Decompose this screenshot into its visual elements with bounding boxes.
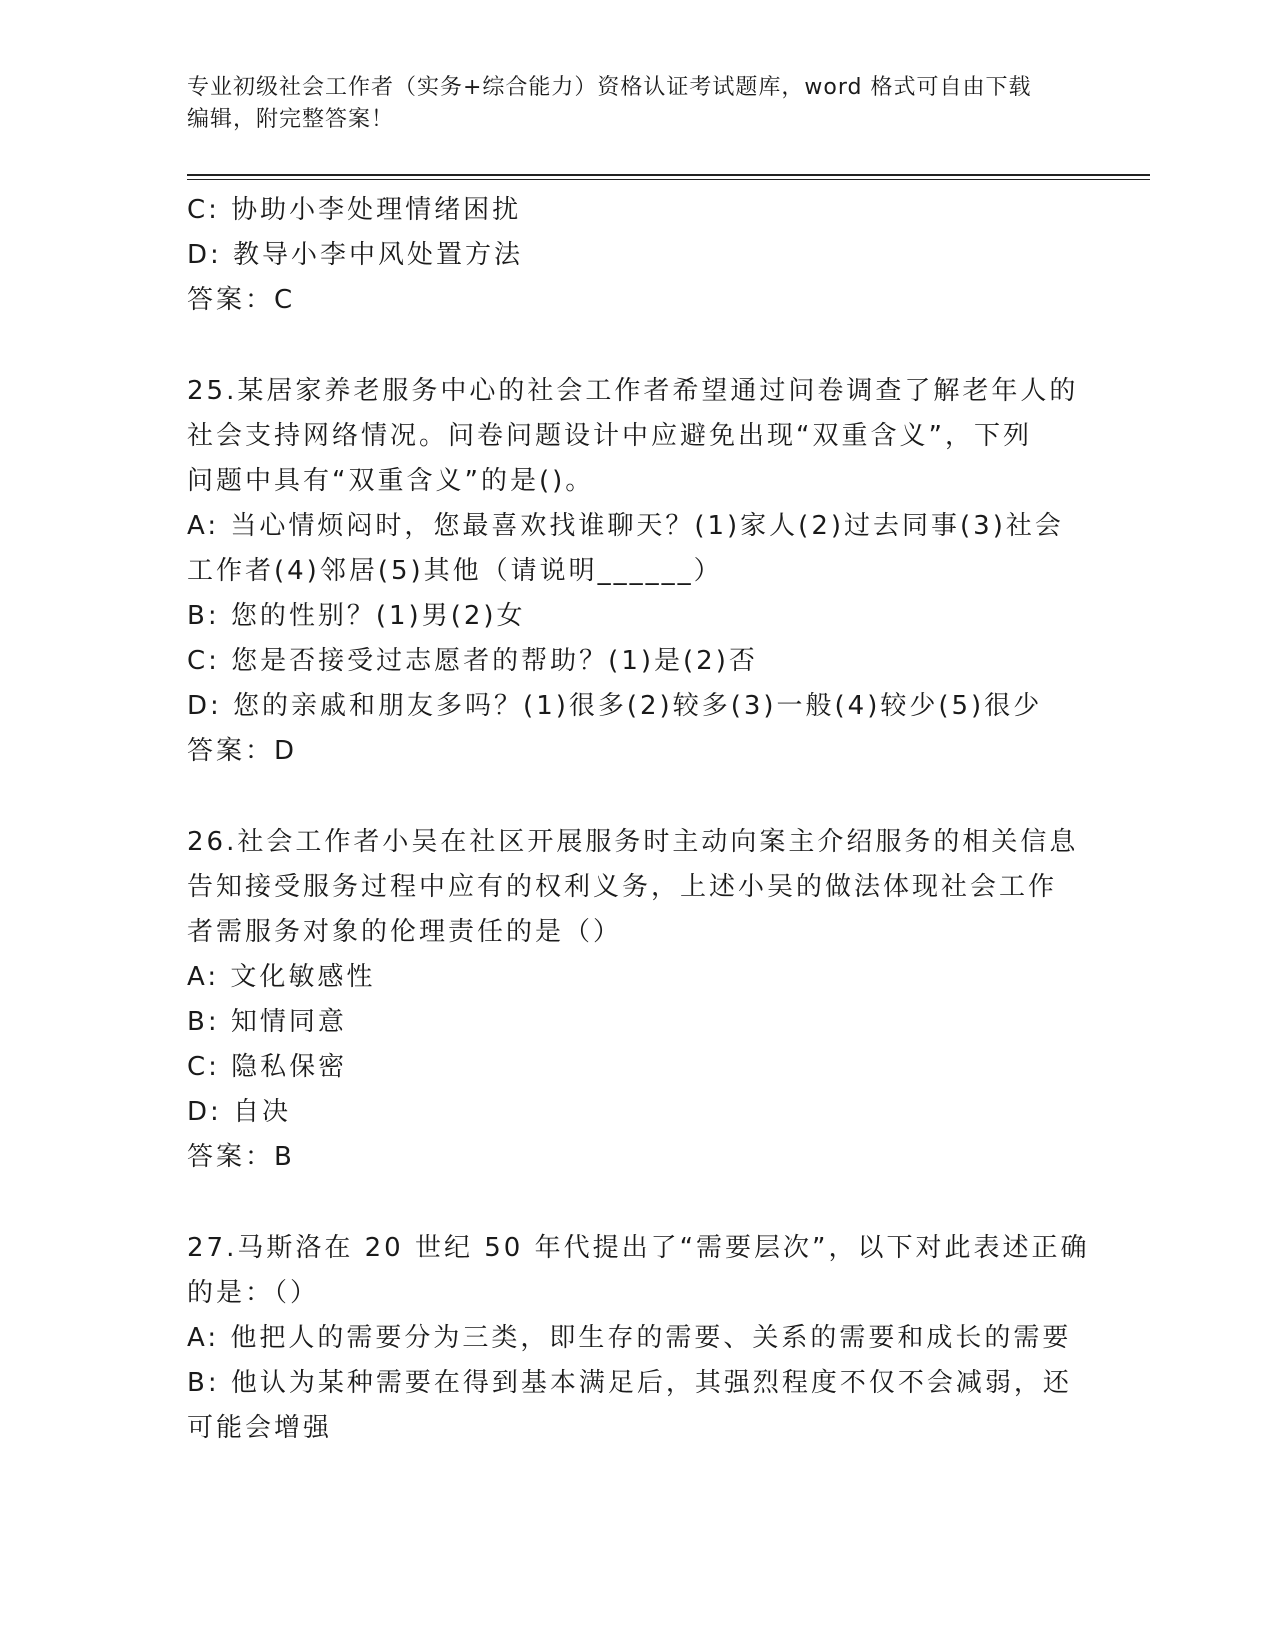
- q25-answer: 答案：D: [187, 736, 298, 766]
- q27-stem-line-1: 27.马斯洛在 20 世纪 50 年代提出了“需要层次”，以下对此表述正确: [187, 1233, 1090, 1263]
- q26-stem-line-1: 26.社会工作者小吴在社区开展服务时主动向案主介绍服务的相关信息: [187, 827, 1079, 857]
- q24-option-d: D: 教导小李中风处置方法: [187, 240, 524, 270]
- q24-option-c: C: 协助小李处理情绪困扰: [187, 195, 522, 225]
- q27-option-a: A: 他把人的需要分为三类，即生存的需要、关系的需要和成长的需要: [187, 1323, 1072, 1353]
- q25-option-c: C: 您是否接受过志愿者的帮助？(1)是(2)否: [187, 646, 758, 676]
- spacer: [187, 1180, 1087, 1226]
- spacer: [187, 774, 1087, 820]
- q27-option-b-line-2: 可能会增强: [187, 1413, 333, 1443]
- q25-option-b: B: 您的性别？(1)男(2)女: [187, 601, 526, 631]
- q25-option-a-line-2: 工作者(4)邻居(5)其他（请说明______）: [187, 556, 723, 586]
- q27-stem-line-2: 的是：（）: [187, 1278, 320, 1308]
- header-line-2: 编辑，附完整答案！: [187, 107, 395, 132]
- spacer: [187, 323, 1087, 369]
- q25-option-d: D: 您的亲戚和朋友多吗？(1)很多(2)较多(3)一般(4)较少(5)很少: [187, 691, 1043, 721]
- q26-option-d: D: 自决: [187, 1097, 292, 1127]
- page-header: [187, 72, 1087, 136]
- header-line-1: 专业初级社会工作者（实务+综合能力）资格认证考试题库，word 格式可自由下载: [187, 75, 1032, 100]
- q26-option-a: A: 文化敏感性: [187, 962, 376, 992]
- header-divider: [187, 174, 1150, 180]
- q26-option-c: C: 隐私保密: [187, 1052, 348, 1082]
- q25-stem-line-3: 问题中具有“双重含义”的是()。: [187, 466, 595, 496]
- q26-option-b: B: 知情同意: [187, 1007, 347, 1037]
- q25-option-a-line-1: A: 当心情烦闷时，您最喜欢找谁聊天？(1)家人(2)过去同事(3)社会: [187, 511, 1064, 541]
- q27-option-b-line-1: B: 他认为某种需要在得到基本满足后，其强烈程度不仅不会减弱，还: [187, 1368, 1072, 1398]
- question-content: [187, 188, 1090, 1451]
- q25-stem-line-2: 社会支持网络情况。问卷问题设计中应避免出现“双重含义”，下列: [187, 421, 1032, 451]
- q25-stem-line-1: 25.某居家养老服务中心的社会工作者希望通过问卷调查了解老年人的: [187, 376, 1079, 406]
- q26-stem-line-3: 者需服务对象的伦理责任的是（）: [187, 917, 623, 947]
- q26-answer: 答案：B: [187, 1142, 295, 1172]
- q26-stem-line-2: 告知接受服务过程中应有的权利义务，上述小吴的做法体现社会工作: [187, 872, 1058, 902]
- q24-answer: 答案：C: [187, 285, 296, 315]
